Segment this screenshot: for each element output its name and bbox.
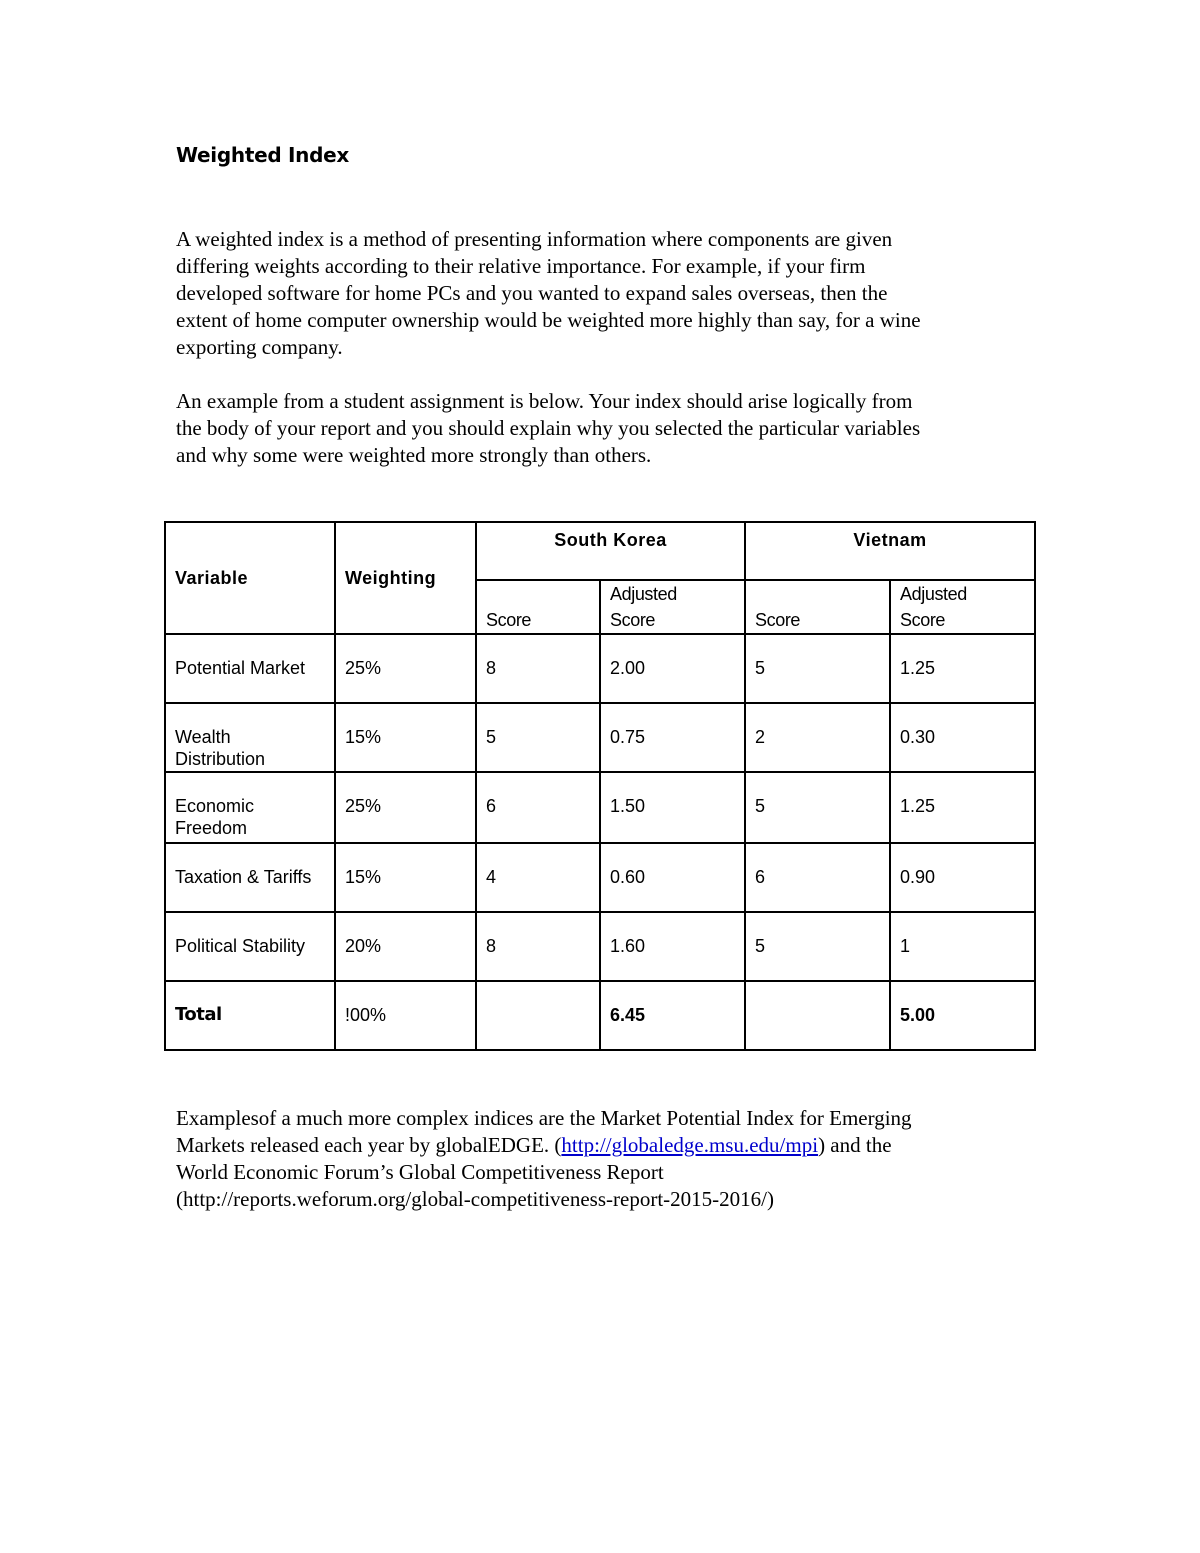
cell-variable: Wealth Distribution <box>165 703 335 772</box>
header-adjusted-score <box>890 580 1035 634</box>
cell-score: 5 <box>745 772 890 843</box>
table-row <box>165 912 1035 981</box>
globaledge-link[interactable]: http://globaledge.msu.edu/mpi <box>561 1133 819 1157</box>
cell-weight: 25% <box>335 772 476 843</box>
cell-score: 2 <box>745 703 890 772</box>
header-score: Score <box>476 580 600 634</box>
cell-adjusted: 0.75 <box>600 703 745 772</box>
cell-score: 6 <box>745 843 890 912</box>
cell-adjusted: 1.25 <box>890 634 1035 703</box>
cell-score: 6 <box>476 772 600 843</box>
cell-score: 5 <box>745 634 890 703</box>
table-row <box>165 843 1035 912</box>
header-adjusted-line: Adjusted <box>900 584 967 604</box>
text-line: (http://reports.weforum.org/global-competitiveness-report-2015-2016/) <box>176 1187 774 1211</box>
text-line: and why some were weighted more strongly than others. <box>176 443 652 467</box>
cell-total-adjusted: 5.00 <box>890 981 1035 1050</box>
header-adjusted-score <box>600 580 745 634</box>
text-fragment: Markets released each year by globalEDGE. ( <box>176 1133 562 1157</box>
cell-adjusted: 2.00 <box>600 634 745 703</box>
header-variable: Variable <box>165 522 335 634</box>
cell-adjusted: 0.60 <box>600 843 745 912</box>
cell-adjusted: 1.50 <box>600 772 745 843</box>
cell-weight: 15% <box>335 843 476 912</box>
table-row <box>165 634 1035 703</box>
cell-score: 4 <box>476 843 600 912</box>
text-line: differing weights according to their relative importance. For example, if your firm <box>176 254 866 278</box>
cell-variable: Political Stability <box>165 912 335 981</box>
cell-adjusted: 0.30 <box>890 703 1035 772</box>
text-line: extent of home computer ownership would be weighted more highly than say, for a wine <box>176 308 921 332</box>
text-line: the body of your report and you should explain why you selected the particular variables <box>176 416 921 440</box>
weighted-index-table <box>164 521 1036 1051</box>
intro-paragraph <box>176 226 1036 361</box>
header-vietnam: Vietnam <box>745 522 1035 580</box>
cell-score: 8 <box>476 912 600 981</box>
header-adjusted-line: Score <box>610 610 656 630</box>
text-line <box>176 1132 1036 1159</box>
text-line: Examplesof a much more complex indices are the Market Potential Index for Emerging <box>176 1106 912 1130</box>
text-line: exporting company. <box>176 335 343 359</box>
references-paragraph <box>176 1105 1036 1213</box>
cell-adjusted: 1 <box>890 912 1035 981</box>
cell-weight: 25% <box>335 634 476 703</box>
text-line: A weighted index is a method of presenting information where components are given <box>176 227 893 251</box>
example-paragraph <box>176 388 1036 469</box>
header-score: Score <box>745 580 890 634</box>
cell-adjusted: 0.90 <box>890 843 1035 912</box>
text-line: World Economic Forum’s Global Competitiveness Report <box>176 1160 664 1184</box>
cell-score: 5 <box>476 703 600 772</box>
cell-weight: 20% <box>335 912 476 981</box>
table-row-total <box>165 981 1035 1050</box>
cell-total-score <box>745 981 890 1050</box>
cell-adjusted: 1.60 <box>600 912 745 981</box>
cell-variable: Taxation & Tariffs <box>165 843 335 912</box>
cell-weight: 15% <box>335 703 476 772</box>
header-adjusted-line: Adjusted <box>610 584 677 604</box>
table-row <box>165 772 1035 843</box>
header-south-korea: South Korea <box>476 522 745 580</box>
header-adjusted-line: Score <box>900 610 946 630</box>
cell-adjusted: 1.25 <box>890 772 1035 843</box>
cell-score: 8 <box>476 634 600 703</box>
cell-variable: Economic Freedom <box>165 772 335 843</box>
text-line: An example from a student assignment is below. Your index should arise logically from <box>176 389 913 413</box>
text-line: developed software for home PCs and you wanted to expand sales overseas, then the <box>176 281 888 305</box>
header-weighting: Weighting <box>335 522 476 634</box>
table-row <box>165 703 1035 772</box>
cell-total-adjusted: 6.45 <box>600 981 745 1050</box>
cell-total-label: Total <box>165 981 335 1050</box>
cell-score: 5 <box>745 912 890 981</box>
cell-total-score <box>476 981 600 1050</box>
cell-total-weight: !00% <box>335 981 476 1050</box>
document-title: Weighted Index <box>176 143 349 167</box>
cell-variable: Potential Market <box>165 634 335 703</box>
text-fragment: ) and the <box>818 1133 892 1157</box>
